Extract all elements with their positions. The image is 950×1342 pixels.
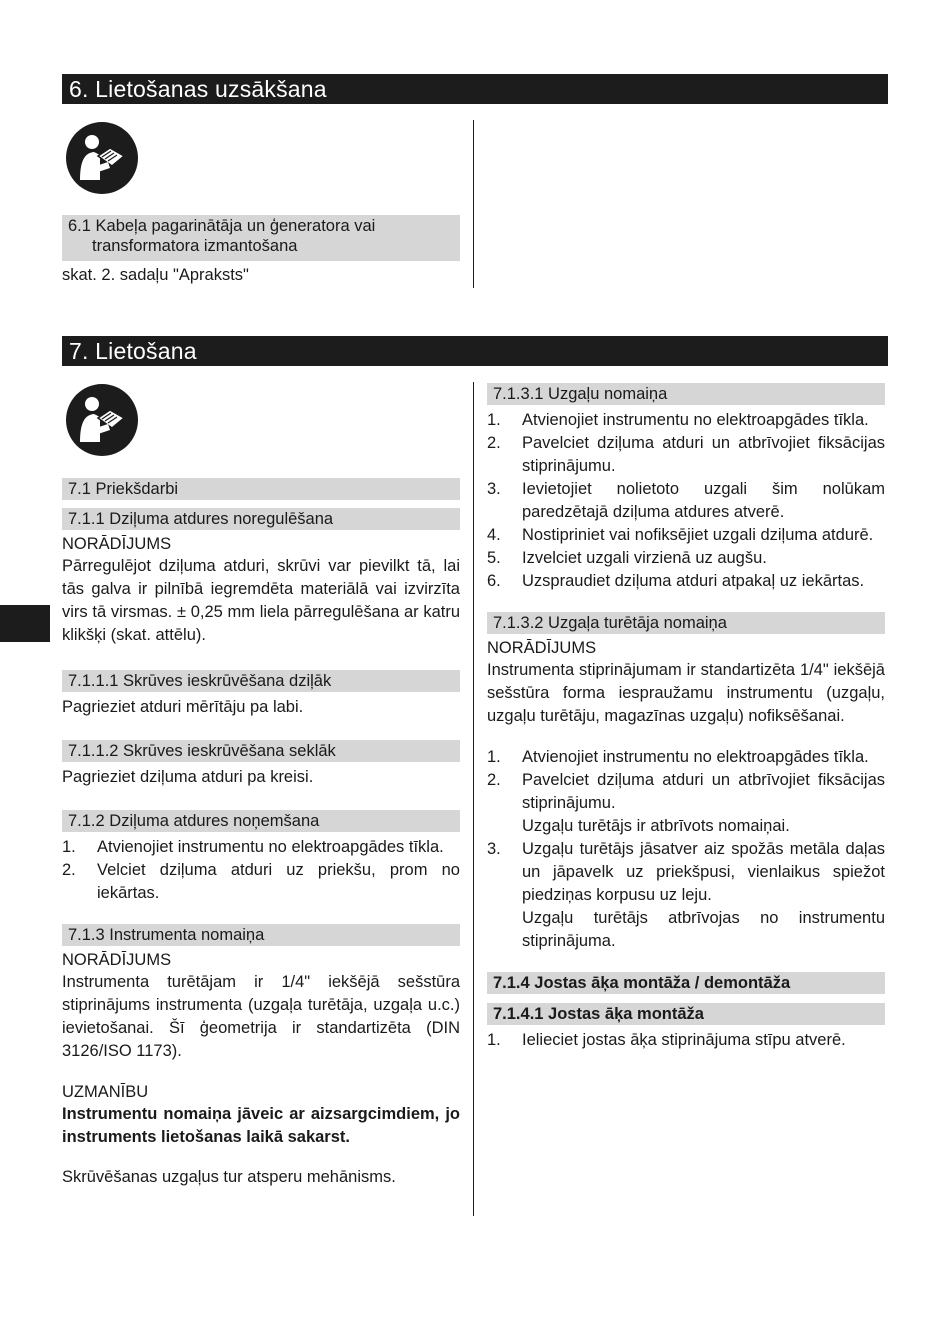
list-item: 2. Pavelciet dziļuma atduri un atbrīvojiet fiksācijas stiprinājumu. Uzgaļu turētājs ir atbrīvots nomaiņai. [487, 771, 885, 835]
subheading-6-1-line2: transformatora izmantošana [92, 237, 298, 255]
steps-7-1-4-1 [487, 1029, 885, 1052]
list-item: 2. Velciet dziļuma atduri uz priekšu, prom no iekārtas. [62, 861, 460, 902]
list-item: 5. Izvelciet uzgali virzienā uz augšu. [487, 549, 767, 567]
subheading-7-1-3: 7.1.3 Instrumenta nomaiņa [62, 924, 460, 946]
note-text: Instrumenta turētājam ir 1/4" iekšējā sešstūra stiprinājums instrumenta (uzgaļa turētāja, uzgaļa u.c.) ievietošanai. Šī ģeometrija ir standartizēta (DIN 3126/ISO 1173). [62, 973, 460, 1060]
list-item: 3. Uzgaļu turētājs jāsatver aiz spožās metāla daļas un jāpavelk uz priekšpusi, vienlaikus spiežot piedziņas korpusu uz leju. Uzgaļu turētājs atbrīvojas no instrumentu stiprinājuma. [487, 840, 885, 950]
list-item: 2. Pavelciet dziļuma atduri un atbrīvojiet fiksācijas stiprinājumu. [487, 434, 885, 475]
steps-7-1-3-1 [487, 409, 885, 593]
subheading-7-1-4: 7.1.4 Jostas āķa montāža / demontāža [487, 972, 885, 994]
section-7-title: 7. Lietošana [62, 336, 888, 366]
steps-7-1-3-2 [487, 746, 885, 953]
caution-label: UZMANĪBU [62, 1083, 149, 1101]
note-label: NORĀDĪJUMS [487, 639, 597, 657]
note-text: Pārregulējot dziļuma atduri, skrūvi var pievilkt tā, lai tās galva ir pilnībā iegremdēta materiālā vai izvirzīta virs tā virsmas. ± 0,25 mm liela pārregulēšana ar katru klikšķi (skat. attēlu). [62, 557, 460, 644]
caution-text: Instrumentu nomaiņa jāveic ar aizsargcimdiem, jo instruments lietošanas laikā sakarst. [62, 1105, 460, 1146]
section-7-left-column [62, 384, 460, 1189]
section-7-right-column [487, 383, 885, 1052]
list-item: 6. Uzspraudiet dziļuma atduri atpakaļ uz iekārtas. [487, 572, 865, 590]
list-item: 1. Atvienojiet instrumentu no elektroapgādes tīkla. [487, 748, 869, 766]
subheading-7-1-3-1: 7.1.3.1 Uzgaļu nomaiņa [487, 383, 885, 405]
subheading-7-1-4-1: 7.1.4.1 Jostas āķa montāža [487, 1003, 885, 1025]
steps-7-1-2 [62, 836, 460, 905]
subheading-6-1 [62, 215, 460, 261]
spring-text: Skrūvēšanas uzgaļus tur atsperu mehānisms. [62, 1168, 396, 1186]
read-manual-icon [66, 384, 138, 456]
section-6-text: skat. 2. sadaļu "Apraksts" [62, 266, 249, 284]
column-divider [473, 120, 474, 288]
section-6-left-column [62, 122, 460, 287]
subheading-6-1-line1: 6.1 Kabeļa pagarinātāja un ģeneratora vai [68, 217, 376, 235]
subheading-7-1-1-2: 7.1.1.2 Skrūves ieskrūvēšana seklāk [62, 740, 460, 762]
list-item: 3. Ievietojiet nolietoto uzgali šim nolūkam paredzētajā dziļuma atdures atverē. [487, 480, 885, 521]
column-divider [473, 382, 474, 1216]
text-7-1-1-2: Pagrieziet dziļuma atduri pa kreisi. [62, 768, 314, 786]
note-text: Instrumenta stiprinājumam ir standartizēta 1/4" iekšējā sešstūra forma iespraužamu instrumentu (uzgaļu, uzgaļu turētāju, magazīnas uzgaļu) nofiksēšanai. [487, 661, 885, 725]
list-item: 1. Atvienojiet instrumentu no elektroapgādes tīkla. [62, 838, 444, 856]
list-item: 1. Atvienojiet instrumentu no elektroapgādes tīkla. [487, 411, 869, 429]
section-6-title: 6. Lietošanas uzsākšana [62, 74, 888, 104]
chapter-tab-marker [0, 605, 50, 642]
list-item: 1. Ielieciet jostas āķa stiprinājuma stīpu atverē. [487, 1031, 846, 1049]
text-7-1-1-1: Pagrieziet atduri mērītāju pa labi. [62, 698, 304, 716]
subheading-7-1-2: 7.1.2 Dziļuma atdures noņemšana [62, 810, 460, 832]
subheading-7-1-1-1: 7.1.1.1 Skrūves ieskrūvēšana dziļāk [62, 670, 460, 692]
list-item: 4. Nostipriniet vai nofiksējiet uzgali dziļuma atdurē. [487, 526, 874, 544]
subheading-7-1-1: 7.1.1 Dziļuma atdures noregulēšana [62, 508, 460, 530]
subheading-7-1: 7.1 Priekšdarbi [62, 478, 460, 500]
note-label: NORĀDĪJUMS [62, 951, 172, 969]
subheading-7-1-3-2: 7.1.3.2 Uzgaļa turētāja nomaiņa [487, 612, 885, 634]
note-label: NORĀDĪJUMS [62, 535, 172, 553]
read-manual-icon [66, 122, 138, 194]
